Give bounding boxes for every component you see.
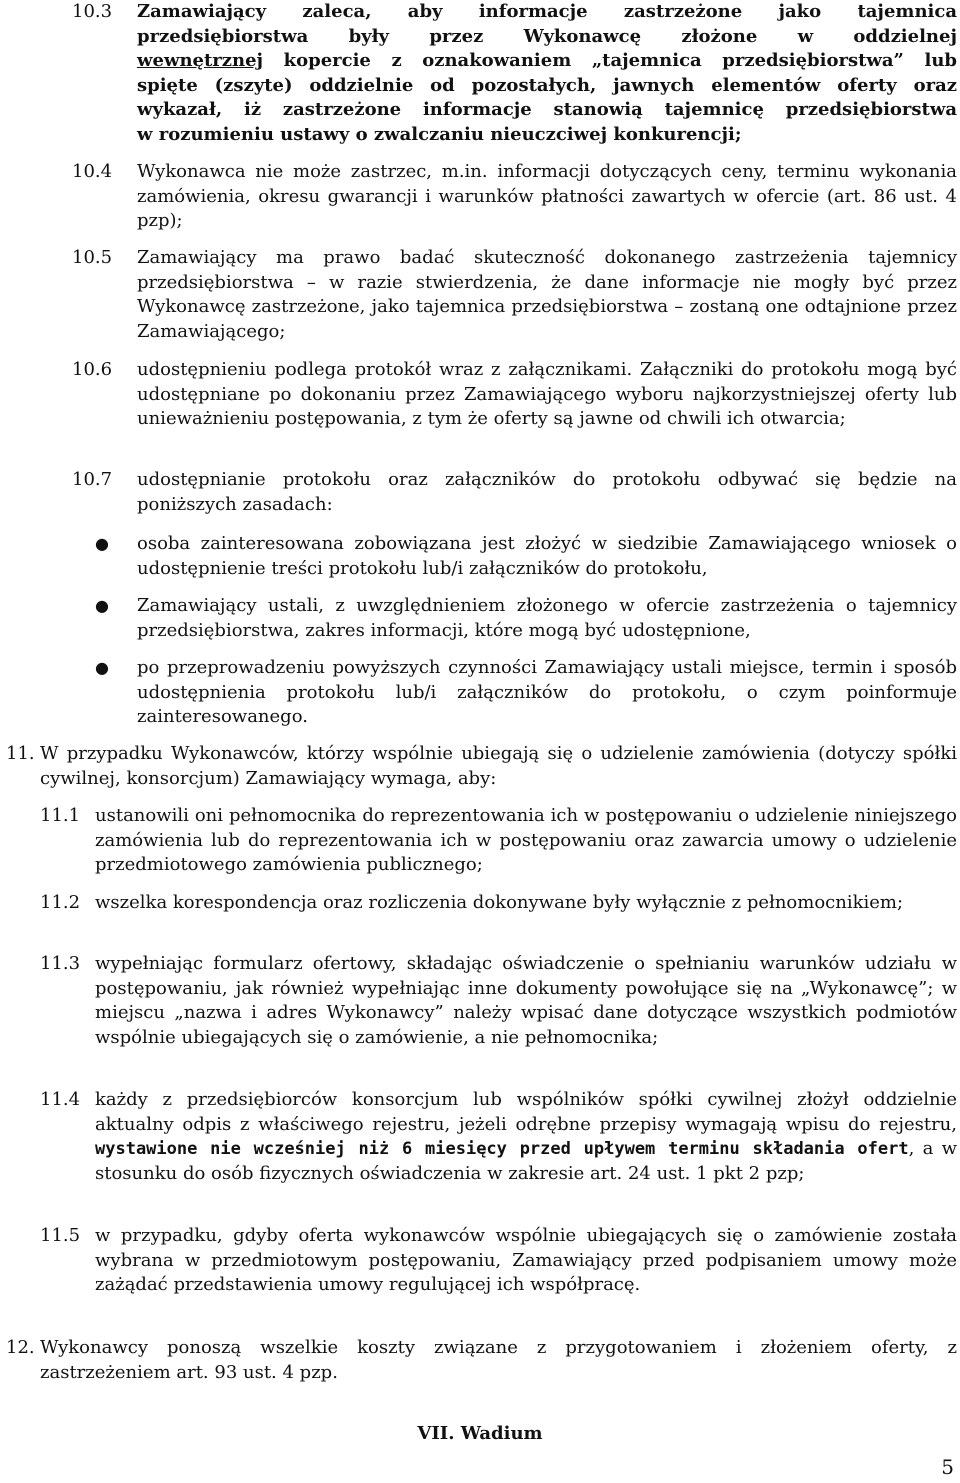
item-number-11: 11. — [6, 743, 35, 764]
item-number-11-3: 11.3 — [40, 953, 81, 974]
bullet-item-3: po przeprowadzeniu powyższych czynności Zamawiający ustali miejsce, termin i sposób udostępnienia protokołu lub/i załączników do protokołu, o czym poinformuje zainteresowanego. — [137, 657, 957, 728]
paragraph-11-4-emphasis: wystawione nie wcześniej niż 6 miesięcy przed upływem terminu składania ofert — [95, 1139, 909, 1160]
paragraph-11-1: ustanowili oni pełnomocnika do reprezentowania ich w postępowaniu o udzielenie niniejszego zamówienia lub do reprezentowania ich w postępowaniu oraz zawarcia umowy o udzielenie przedmiotowego zamówienia publicznego; — [95, 805, 957, 876]
paragraph-10-3-line-3 — [137, 49, 957, 74]
page-number: 5 — [941, 1455, 954, 1479]
paragraph-11: W przypadku Wykonawców, którzy wspólnie ubiegają się o udzielenie zamówienia (dotyczy spółki cywilnej, konsorcjum) Zamawiający wymaga, aby: — [40, 743, 957, 789]
item-number-11-1: 11.1 — [40, 805, 81, 826]
paragraph-10-6: udostępnieniu podlega protokół wraz z załącznikami. Załączniki do protokołu mogą być udostępniane po dokonaniu przez Zamawiającego wyboru najkorzystniejszej oferty lub unieważnieniu postępowania, z tym że oferty są jawne od chwili ich otwarcia; — [137, 359, 957, 430]
underlined-word: wewnętrznej — [137, 50, 264, 72]
item-number-12: 12. — [6, 1337, 35, 1358]
item-number-10-4: 10.4 — [72, 161, 113, 182]
bullet-item-1: osoba zainteresowana zobowiązana jest złożyć w siedzibie Zamawiającego wniosek o udostępnienie treści protokołu lub/i załączników do protokołu, — [137, 533, 957, 579]
paragraph-11-3: wypełniając formularz ofertowy, składając oświadczenie o spełnianiu warunków udziału w postępowaniu, jak również wypełniając inne dokumenty powołujące się na „Wykonawcę”; w miejscu „nazwa i adres Wykonawcy” należy wpisać dane dotyczące wszystkich podmiotów wspólnie ubiegających się o zamówienie, a nie pełnomocnika; — [95, 953, 957, 1048]
paragraph-10-3-line-1: Zamawiający zaleca, aby informacje zastrzeżone jako tajemnica — [137, 1, 957, 22]
paragraph-10-5: Zamawiający ma prawo badać skuteczność dokonanego zastrzeżenia tajemnicy przedsiębiorstwa – w razie stwierdzenia, że dane informacje nie mogły być przez Wykonawcę zastrzeżone, jako tajemnica przedsiębiorstwa – zostaną one odtajnione przez Zamawiającego; — [137, 247, 957, 342]
paragraph-10-3-line-4: spięte (zszyte) oddzielnie od pozostałych, jawnych elementów oferty oraz — [137, 74, 957, 96]
paragraph-10-3-line-6: w rozumieniu ustawy o zwalczaniu nieuczciwej konkurencji; — [137, 123, 742, 145]
paragraph-10-3-line-3-rest: kopercie z oznakowaniem „tajemnica przedsiębiorstwa” lub — [263, 50, 957, 72]
paragraph-11-4 — [95, 1088, 957, 1186]
paragraph-10-3 — [137, 0, 957, 148]
paragraph-10-3-line-2: przedsiębiorstwa były przez Wykonawcę złożone w oddzielnej — [137, 25, 957, 47]
item-number-10-3: 10.3 — [72, 1, 113, 22]
paragraph-10-3-line-5: wykazał, iż zastrzeżone informacje stanowią tajemnicę przedsiębiorstwa — [137, 99, 957, 121]
paragraph-10-7: udostępnianie protokołu oraz załączników do protokołu odbywać się będzie na poniższych zasadach: — [137, 469, 957, 515]
bullet-dot: ● — [95, 658, 109, 677]
item-number-11-5: 11.5 — [40, 1225, 81, 1246]
section-heading: VII. Wadium — [417, 1423, 543, 1444]
paragraph-10-4: Wykonawca nie może zastrzec, m.in. informacji dotyczących ceny, terminu wykonania zamówienia, okresu gwarancji i warunków płatności zawartych w ofercie (art. 86 ust. 4 pzp); — [137, 161, 957, 232]
paragraph-11-5: w przypadku, gdyby oferta wykonawców wspólnie ubiegających się o zamówienie została wybrana w przedmiotowym postępowaniu, Zamawiający przed podpisaniem umowy może zażądać przedstawienia umowy regulującej ich współpracę. — [95, 1225, 957, 1296]
paragraph-12: Wykonawcy ponoszą wszelkie koszty związane z przygotowaniem i złożeniem oferty, z zastrzeżeniem art. 93 ust. 4 pzp. — [40, 1337, 957, 1383]
item-number-11-4: 11.4 — [40, 1089, 81, 1110]
paragraph-11-2: wszelka korespondencja oraz rozliczenia dokonywane były wyłącznie z pełnomocnikiem; — [95, 892, 904, 913]
item-number-11-2: 11.2 — [40, 892, 81, 913]
bullet-dot: ● — [95, 596, 109, 615]
bullet-dot: ● — [95, 534, 109, 553]
item-number-10-6: 10.6 — [72, 359, 113, 380]
bullet-item-2: Zamawiający ustali, z uwzględnieniem złożonego w ofercie zastrzeżenia o tajemnicy przedsiębiorstwa, zakres informacji, które mogą być udostępnione, — [137, 595, 957, 641]
item-number-10-7: 10.7 — [72, 469, 113, 490]
item-number-10-5: 10.5 — [72, 247, 113, 268]
paragraph-11-4-text-end: , a w stosunku do osób fizycznych oświadczenia w zakresie art. 24 ust. 1 pkt 2 pzp; — [95, 1138, 957, 1184]
paragraph-11-4-text: każdy z przedsiębiorców konsorcjum lub wspólników spółki cywilnej złożył oddzielnie aktualny odpis z właściwego rejestru, jeżeli odrębne przepisy wymagają wpisu do rejestru, — [95, 1089, 957, 1135]
